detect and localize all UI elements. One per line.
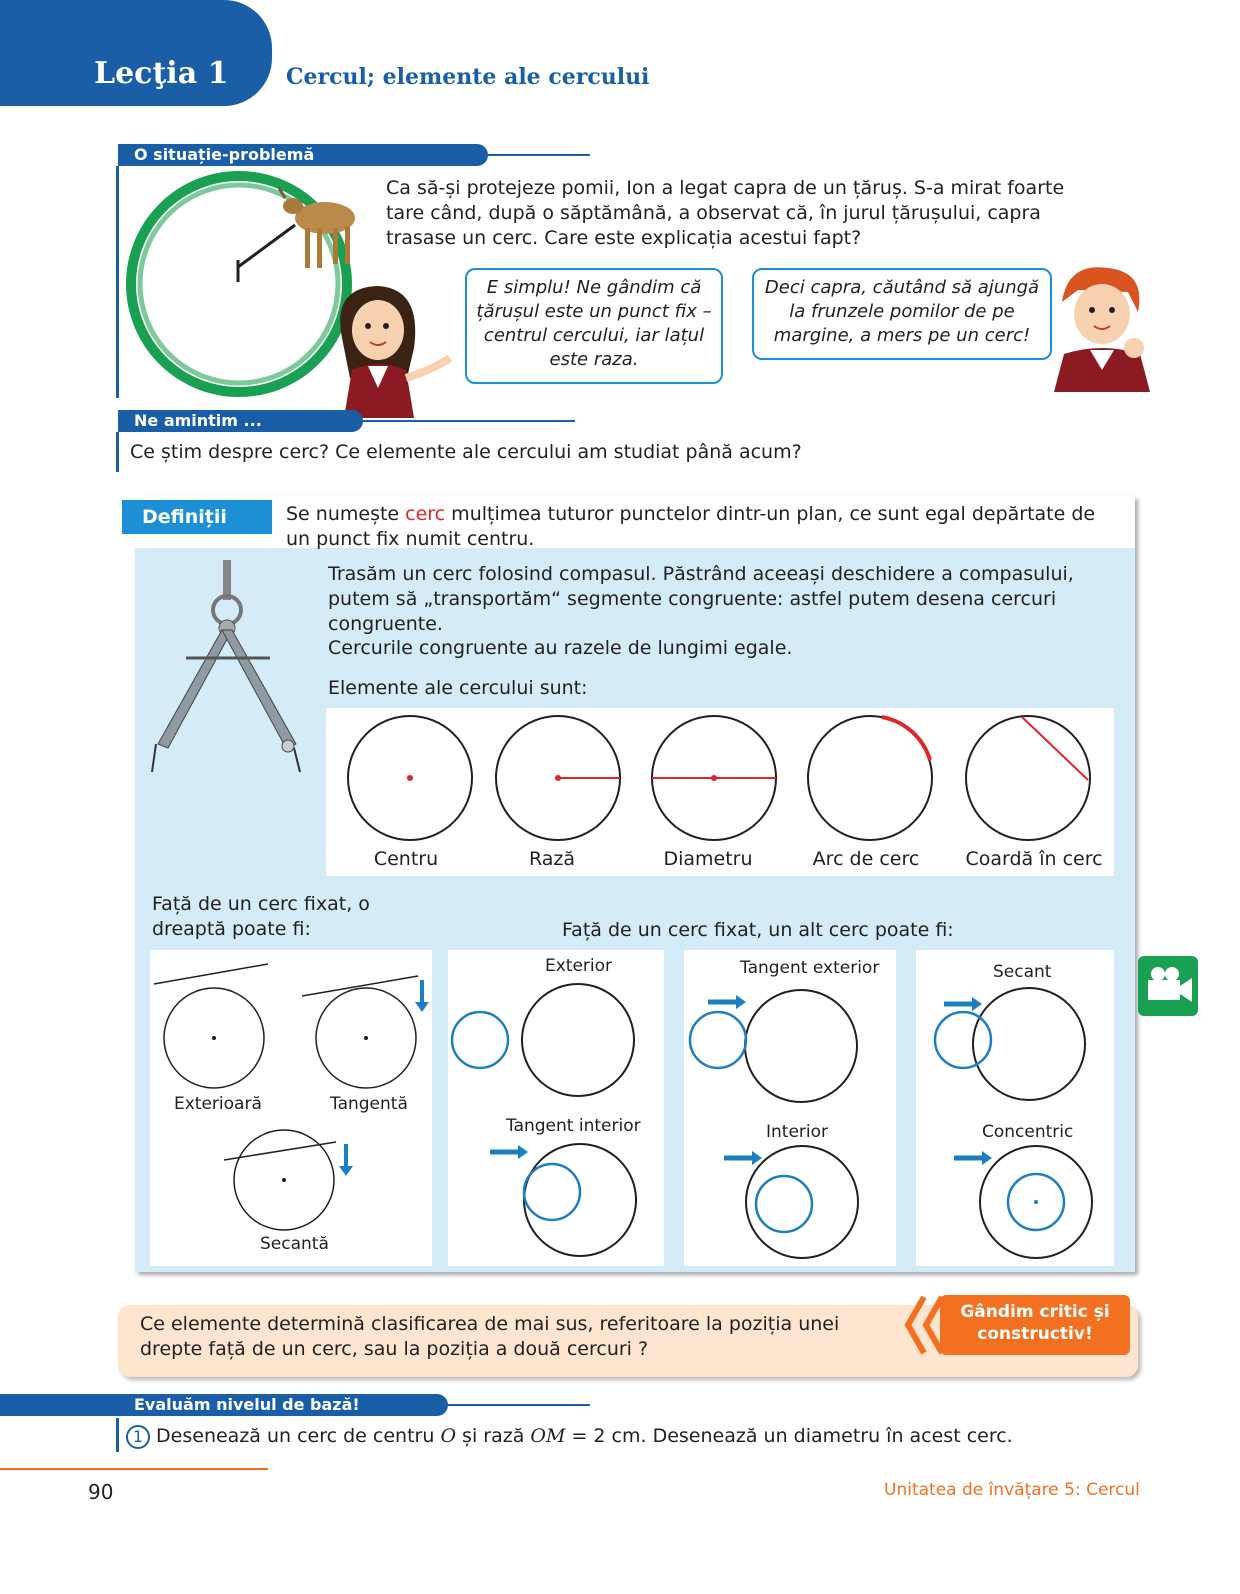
circle-label-secant: Secant: [993, 962, 1052, 982]
tangent-interior-circles-figure: [490, 1144, 636, 1256]
definition-suffix: mulțimea tuturor punctelor dintr-un plan, ce sunt egal depărtate de un punct fix numit centru.: [286, 503, 1096, 550]
element-label-radius: Rază: [528, 848, 576, 870]
circle-label-interior: Interior: [766, 1122, 829, 1142]
critical-question: Ce elemente determină clasificarea de mai sus, referitoare la poziția unei drepte față de un cerc, sau la poziția a două cercuri ?: [140, 1313, 840, 1360]
evaluate-banner: Evaluăm nivelul de bază!: [0, 1394, 448, 1416]
compass-text: Trasăm un cerc folosind compasul. Păstrând aceeași deschidere a compasului, putem să „transportăm“ segmente congruente: astfel putem desena cercuri congruente.: [328, 563, 1074, 635]
exterior-line-figure: [154, 964, 268, 1088]
line-label-tangent: Tangentă: [330, 1094, 408, 1114]
element-label-center: Centru: [373, 848, 439, 870]
element-label-chord: Coardă în cerc: [965, 848, 1103, 870]
exterior-circles-figure: [452, 984, 634, 1096]
definitions-tag: Definiții: [122, 500, 272, 534]
banner-line: [363, 420, 575, 422]
concentric-circles-figure: [954, 1146, 1092, 1258]
variable-om: OM: [530, 1425, 566, 1447]
secant-line-figure: [224, 1130, 353, 1230]
exercise-text-mid: și rază: [456, 1425, 531, 1447]
boy-icon: [1048, 262, 1158, 392]
evaluate-side-line: [116, 1418, 119, 1452]
footer-line: [0, 1468, 268, 1470]
chord-figure: [966, 716, 1090, 840]
arc-figure: [808, 716, 932, 840]
recall-side-line: [116, 432, 119, 472]
compass-icon: [148, 558, 308, 778]
banner-line: [448, 1404, 590, 1406]
element-label-diameter: Diametru: [663, 848, 753, 870]
boy-speech-bubble: Deci capra, căutând să ajungă la frunzele pomilor de pe margine, a mers pe un cerc!: [752, 268, 1052, 360]
chevron-left-icon: [898, 1295, 946, 1355]
elements-heading: Elemente ale cercului sunt:: [328, 677, 588, 699]
banner-line: [488, 154, 590, 156]
circle-elements-figures: [326, 708, 1114, 848]
exercise-number: 1: [126, 1425, 150, 1449]
radius-figure: [496, 716, 620, 840]
diameter-figure: [652, 716, 776, 840]
secant-circles-figure: [935, 988, 1085, 1100]
circle-label-tangent-interior: Tangent interior: [506, 1116, 641, 1136]
exercise-1: [126, 1424, 1126, 1449]
line-positions-heading: Față de un cerc fixat, o dreaptă poate fi:: [152, 893, 370, 940]
variable-o: O: [440, 1425, 457, 1447]
congruent-text: Cercurile congruente au razele de lungimi egale.: [328, 637, 793, 659]
circle-positions-figures: [448, 950, 1114, 1266]
circle-label-concentric: Concentric: [982, 1122, 1074, 1142]
definition-term: cerc: [405, 503, 446, 525]
exercise-text-before: Desenează un cerc de centru: [156, 1425, 441, 1447]
problem-side-line: [116, 166, 119, 398]
recall-banner: Ne amintim ...: [118, 410, 363, 432]
center-figure: [348, 716, 472, 840]
exercise-text-after: = 2 cm. Desenează un diametru în acest cerc.: [565, 1425, 1013, 1447]
lesson-label: Lecţia 1: [94, 56, 229, 91]
circle-definition: [286, 502, 1116, 552]
girl-speech-bubble: E simplu! Ne gândim că țărușul este un punct fix – centrul cercului, iar lațul este raza.: [465, 268, 723, 384]
tangent-exterior-circles-figure: [690, 990, 857, 1102]
lesson-tab: [0, 0, 272, 106]
definition-prefix: Se numește: [286, 503, 406, 525]
girl-icon: [322, 278, 467, 418]
circle-label-tangent-exterior: Tangent exterior: [740, 958, 880, 978]
line-label-exterior: Exterioară: [174, 1094, 262, 1114]
page-number: 90: [88, 1480, 114, 1504]
critical-thinking-tag: Gândim critic și constructiv!: [940, 1295, 1130, 1355]
video-camera-icon[interactable]: [1138, 956, 1198, 1016]
unit-label: Unitatea de învățare 5: Cercul: [884, 1480, 1140, 1500]
lesson-title: Cercul; elemente ale cercului: [286, 64, 650, 90]
tangent-line-figure: [302, 976, 429, 1088]
line-label-secant: Secantă: [260, 1234, 329, 1254]
circle-positions-heading: Față de un cerc fixat, un alt cerc poate fi:: [562, 919, 954, 941]
circle-label-exterior: Exterior: [545, 956, 613, 976]
element-label-arc: Arc de cerc: [812, 848, 920, 870]
problem-banner: O situație-problemă: [118, 144, 488, 166]
interior-circles-figure: [724, 1146, 858, 1258]
chevron-right-icon: [240, 500, 276, 534]
problem-text: Ca să-și protejeze pomii, Ion a legat capra de un țăruș. S-a mirat foarte tare când, după o săptămână, a observat că, în jurul țărușului, capra trasase un cerc. Care este explicația acestui fapt?: [386, 177, 1065, 249]
recall-text: Ce știm despre cerc? Ce elemente ale cercului am studiat până acum?: [130, 441, 802, 463]
